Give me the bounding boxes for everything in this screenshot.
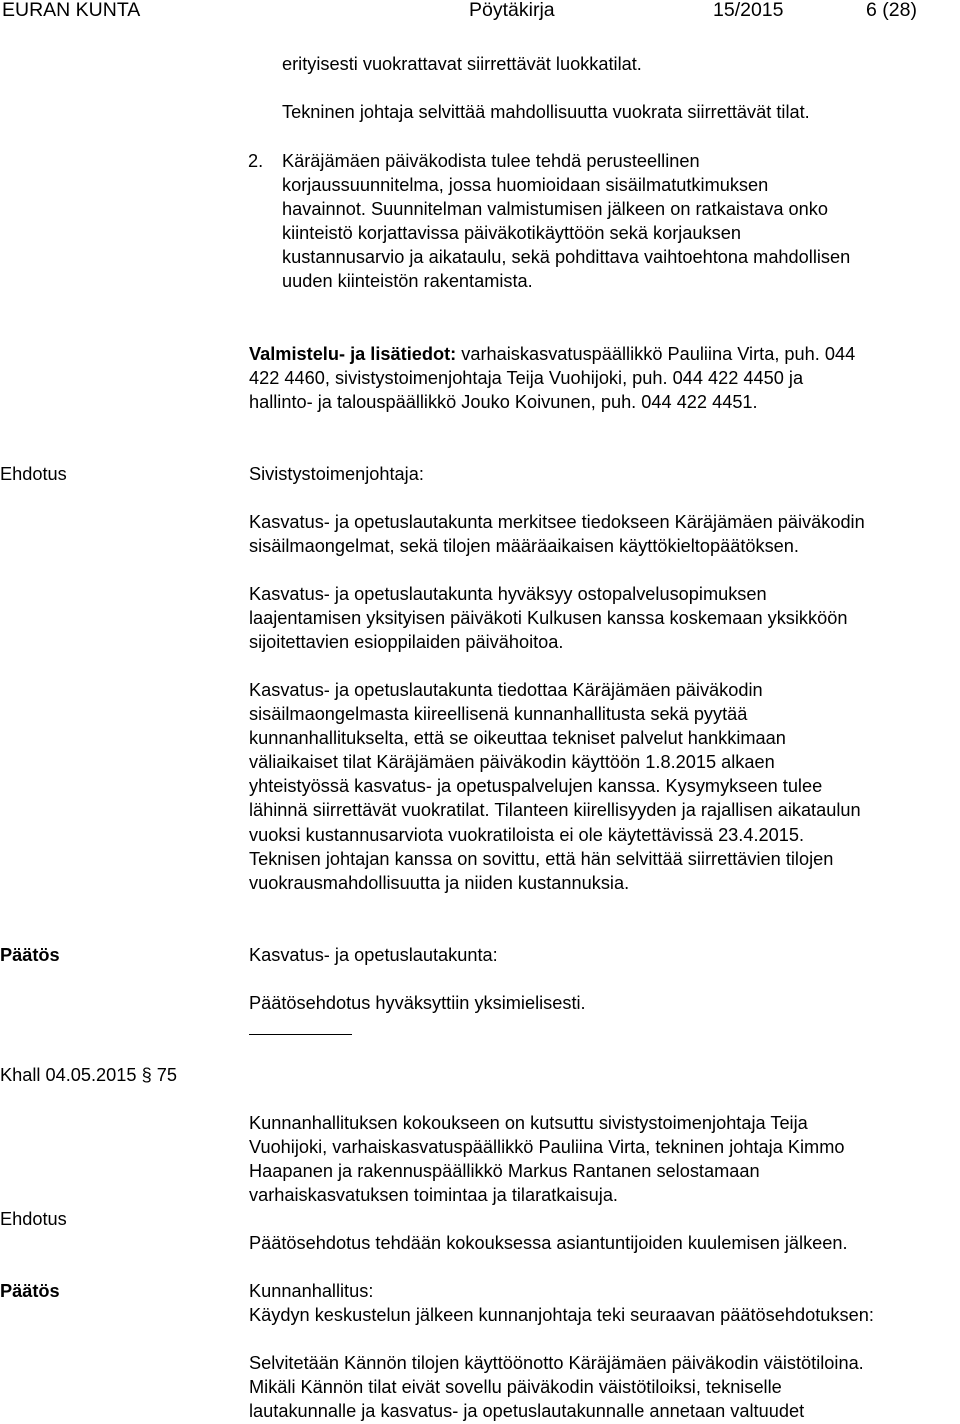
page-number: 6 (28) [866,0,917,21]
list-item-line: korjaussuunnitelma, jossa huomioidaan sisäilmatutkimuksen [282,175,769,196]
paragraph-line: yhteistyössä kasvatus- ja opetuspalvelujen kanssa. Kysymykseen tulee [249,776,823,797]
board-meeting-reference [0,1063,177,1087]
board-meeting-date: Khall 04.05.2015 [0,1065,137,1085]
paragraph-line: sisäilmaongelmat, sekä tilojen määräaikaisen käyttökieltopäätöksen. [249,536,799,557]
proposal-paragraph-1 [249,510,865,558]
paragraph-line: lähinnä siirrettävät vuokratilat. Tilanteen kiirellisyyden ja rajallisen aikataulun [249,800,861,821]
paragraph-line: Kasvatus- ja opetuslautakunta merkitsee tiedokseen Käräjämäen päiväkodin [249,512,865,532]
proposal-label: Ehdotus [0,464,67,484]
section-end-rule [249,1034,352,1035]
paragraph-line: Kasvatus- ja opetuslautakunta hyväksyy ostopalvelusopimuksen [249,584,767,604]
paragraph-line: vuokrausmahdollisuutta ja niiden kustannuksia. [249,872,630,893]
list-item-line: Käräjämäen päiväkodista tulee tehdä perusteellinen [282,151,700,171]
board-final-paragraph [249,1351,864,1423]
list-item-number: 2. [248,151,264,171]
paragraph-line: Teknisen johtajan kanssa on sovittu, että hän selvittää siirrettävien tilojen [249,848,834,869]
municipality-name: EURAN KUNTA [2,0,141,21]
proposer: Sivistystoimenjohtaja: [249,464,424,484]
preparation-line [249,342,855,366]
paragraph-line: Vuohijoki, varhaiskasvatuspäällikkö Pauliina Virta, tekninen johtaja Kimmo [249,1137,845,1158]
decision-result: Päätösehdotus hyväksyttiin yksimielisesti. [249,993,586,1013]
paragraph-line: lautakunnalle ja kasvatus- ja opetuslautakunnalle annetaan valtuudet [249,1401,805,1422]
paragraph-line: varhaiskasvatuksen toimintaa ja tilaratkaisuja. [249,1185,618,1206]
paragraph-line: väliaikaiset tilat Käräjämäen päiväkodin käyttöön 1.8.2015 alkaen [249,752,775,773]
section-number: 75 [156,1065,178,1085]
paragraph-line: Selvitetään Kännön tilojen käyttöönotto Käräjämäen päiväkodin väistötiloina. [249,1353,864,1373]
board-proposal-label: Ehdotus [0,1209,67,1229]
board-decision-heading: Kunnanhallitus: [249,1281,374,1301]
preparation-label: Valmistelu- ja lisätiedot: [249,344,457,364]
document-type: Pöytäkirja [469,0,555,21]
list-item-line: uuden kiinteistön rakentamista. [282,271,533,292]
preparation-line: hallinto- ja talouspäällikkö Jouko Koivunen, puh. 044 422 4451. [249,392,758,413]
list-item-line: kustannusarvio ja aikataulu, sekä pohdittava vaihtoehtona mahdollisen [282,247,851,268]
paragraph-line: kunnanhallitukselta, että se oikeuttaa tekniset palvelut hankkimaan [249,728,786,749]
paragraph-line: sijoitettavien esioppilaiden päivähoitoa. [249,632,564,653]
list-item-line: kiinteistö korjattavissa päiväkotikäyttöön sekä korjauksen [282,223,741,244]
decision-label: Päätös [0,945,60,965]
paragraph-line: sisäilmaongelmasta kiireellisenä kunnanhallitusta sekä pyytää [249,704,748,725]
paragraph-line: Mikäli Kännön tilat eivät sovellu päiväkodin väistötiloiksi, tekniselle [249,1377,782,1398]
continued-line: erityisesti vuokrattavat siirrettävät luokkatilat. [282,54,642,74]
paragraph-line: vuoksi kustannusarviota vuokratiloista ei ole käytettävissä 23.4.2015. [249,824,805,845]
board-decision-body [249,1279,874,1327]
preparation-line: 422 4460, sivistystoimenjohtaja Teija Vuohijoki, puh. 044 422 4450 ja [249,368,804,389]
page-header [0,0,960,25]
proposal-paragraph-3 [249,678,861,895]
preparation-info [249,342,855,414]
proposal-paragraph-2 [249,582,847,654]
section-sign: § [141,1065,152,1085]
paragraph-line: Haapanen ja rakennuspäällikkö Markus Rantanen selostamaan [249,1161,760,1182]
paragraph-line: Kasvatus- ja opetuslautakunta tiedottaa Käräjämäen päiväkodin [249,680,763,700]
board-decision-label: Päätös [0,1281,60,1301]
list-item-2 [282,149,850,294]
board-proposal-text: Päätösehdotus tehdään kokouksessa asiantuntijoiden kuulemisen jälkeen. [249,1233,848,1253]
paragraph-line: laajentamisen yksityisen päiväkoti Kulkusen kanssa koskemaan yksikköön [249,608,848,629]
technical-director-sentence: Tekninen johtaja selvittää mahdollisuutta vuokrata siirrettävät tilat. [282,102,810,122]
board-intro [249,1111,844,1207]
board-decision-line: Käydyn keskustelun jälkeen kunnanjohtaja teki seuraavan päätösehdotuksen: [249,1305,874,1326]
list-item-line: havainnot. Suunnitelman valmistumisen jälkeen on ratkaistava onko [282,199,828,220]
paragraph-line: Kunnanhallituksen kokoukseen on kutsuttu sivistystoimenjohtaja Teija [249,1113,808,1133]
document-number: 15/2015 [713,0,784,21]
preparation-contact: varhaiskasvatuspäällikkö Pauliina Virta, puh. 044 [456,344,856,364]
decision-body: Kasvatus- ja opetuslautakunta: [249,945,498,965]
